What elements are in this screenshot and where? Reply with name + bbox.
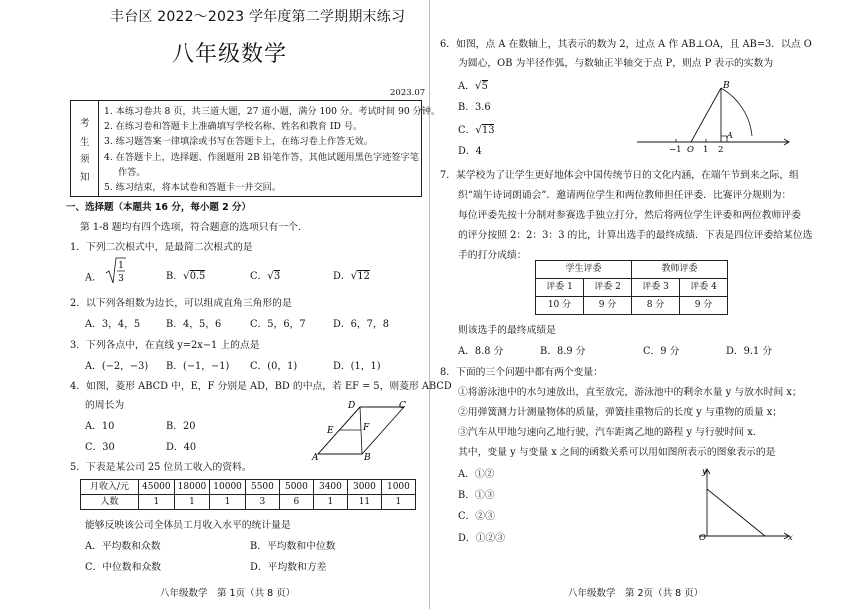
q6-stem-line2: 为圆心，OB 为半径作弧，与数轴正半轴交于点 P，则点 P 表示的实数为 — [458, 58, 774, 69]
q8-item-1: ①将游泳池中的水匀速放出，直至放完，游泳池中的剩余水量 y 与放水时间 x； — [458, 387, 802, 398]
q6-option-a: A．√5 — [458, 80, 488, 92]
q5-income-table — [80, 479, 416, 510]
q8-option-c: C．②③ — [458, 511, 495, 522]
table-row: 月收入/元 45000 18000 10000 5500 5000 3400 3000 1000 — [81, 480, 416, 495]
q7-option-d: D．9.1 分 — [726, 346, 773, 357]
svg-text:A: A — [312, 453, 319, 460]
q4-stem-line1: 4．如图，菱形 ABCD 中，E，F 分别是 AD，BD 的中点，若 EF = 5，则菱形 ABCD — [70, 381, 452, 392]
q8-stem: 8．下面的三个问题中都有两个变量： — [440, 367, 603, 378]
q3-stem: 3．下列各点中，在直线 y=2x−1 上的点是 — [70, 340, 260, 351]
svg-text:O: O — [699, 533, 706, 542]
q7-score-table — [535, 260, 728, 315]
svg-text:C: C — [399, 401, 406, 411]
notice-box — [70, 100, 441, 197]
notice-item: 5. 练习结束，将本试卷和答题卡一并交回。 — [104, 182, 282, 194]
q3-option-c: C．(0，1) — [250, 361, 298, 372]
q5-ask: 能够反映该公司全体员工月收入水平的统计量是 — [85, 520, 291, 531]
svg-text:D: D — [348, 401, 356, 411]
q2-stem: 2．以下列各组数为边长，可以组成直角三角形的是 — [70, 298, 292, 309]
q5-option-c: C．中位数和众数 — [85, 562, 162, 573]
q7-stem-line3: 每位评委先按十分制对参赛选手独立打分，然后将两位学生评委和两位教师评委 — [458, 210, 801, 221]
q8-option-d: D．①②③ — [458, 533, 506, 544]
svg-text:B: B — [723, 81, 730, 91]
q1-stem: 1．下列二次根式中，是最简二次根式的是 — [70, 242, 253, 253]
notice-item: 3. 练习题答案一律填涂或书写在答题卡上，在练习卷上作答无效。 — [104, 136, 373, 148]
q8-option-a: A．①② — [458, 469, 495, 480]
q3-option-b: B．(−1，−1) — [166, 361, 230, 372]
function-graph-figure — [695, 466, 795, 542]
exam-date: 2023.07 — [390, 88, 426, 98]
q5-option-b: B．平均数和中位数 — [250, 541, 336, 552]
notice-item: 1. 本练习卷共 8 页，共三道大题，27 道小题，满分 100 分。考试时间 90 分钟。 — [104, 106, 441, 117]
q2-option-c: C．5，6，7 — [250, 319, 306, 330]
q7-stem-line1: 7．某学校为了让学生更好地体会中国传统节日的文化内涵，在端午节到来之际，组 — [440, 170, 799, 181]
notice-item: 2. 在练习卷和答题卡上准确填写学校名称、姓名和教育 ID 号。 — [104, 121, 363, 133]
q8-item-3: ③汽车从甲地匀速向乙地行驶，汽车距离乙地的路程 y 与行驶时间 x. — [458, 427, 756, 438]
q5-option-a: A．平均数和众数 — [85, 541, 161, 552]
q3-option-a: A．(−2，−3) — [85, 361, 149, 372]
exam-title: 丰台区 2022～2023 学年度第二学期期末练习 — [110, 9, 406, 25]
q6-option-b: B．3.6 — [458, 102, 491, 113]
svg-text:E: E — [327, 426, 334, 436]
svg-text:x: x — [788, 533, 793, 542]
q2-option-a: A．3，4，5 — [85, 319, 141, 330]
q7-option-c: C．9 分 — [643, 346, 680, 357]
q6-stem-line1: 6．如图，点 A 在数轴上，其表示的数为 2，过点 A 作 AB⊥OA，且 AB=3．以点 O — [440, 39, 812, 50]
notice-item: 4. 在答题卡上，选择题、作图题用 2B 铅笔作答，其他试题用黑色字迹签字笔 — [104, 151, 419, 163]
svg-text:B: B — [364, 453, 371, 460]
sqrt-one-third — [105, 256, 127, 286]
q6-option-c: C．√13 — [458, 124, 495, 136]
q5-option-d: D．平均数和方差 — [250, 562, 327, 573]
q7-stem-line4: 的评分按照 2：2：3：3 的比，计算出选手的最终成绩．下表是四位评委给某位选 — [458, 230, 813, 241]
section1-title: 一、选择题（本题共 16 分，每小题 2 分） — [66, 202, 252, 213]
q1-option-c: C．√3 — [250, 270, 281, 282]
table-row: 人数 1 1 1 3 6 1 11 1 — [81, 495, 416, 510]
q4-option-d: D．40 — [166, 442, 197, 453]
rhombus-figure — [308, 398, 416, 460]
q1-option-a: A． 1 3 — [85, 270, 127, 286]
q4-option-c: C．30 — [85, 442, 115, 453]
table-row: 评委 1 评委 2 评委 3 评委 4 — [536, 279, 728, 297]
q7-ask: 则该选手的最终成绩是 — [458, 325, 556, 336]
svg-text:3: 3 — [118, 274, 124, 284]
q3-option-d: D．(1，1) — [333, 361, 381, 372]
q1-option-d: D．√12 — [333, 270, 370, 282]
q1-option-b: B．√0.5 — [166, 270, 206, 282]
q7-stem-line2: 织“端午诗词朗诵会”．邀请两位学生和两位教师担任评委．比赛评分规则为： — [458, 190, 792, 201]
svg-text:A: A — [727, 131, 733, 140]
number-line-figure — [633, 78, 793, 154]
svg-text:O: O — [687, 145, 694, 154]
svg-text:2: 2 — [718, 145, 724, 154]
notice-item: 作答。 — [118, 166, 146, 178]
q2-option-d: D．6，7，8 — [333, 319, 389, 330]
svg-text:−1: −1 — [669, 145, 682, 154]
footer-right: 八年级数学 第 2页（共 8 页） — [568, 588, 704, 599]
table-row: 10 分 9 分 8 分 9 分 — [536, 297, 728, 315]
svg-text:1: 1 — [118, 261, 124, 271]
q5-stem: 5．下表是某公司 25 位员工收入的资料。 — [70, 462, 252, 473]
subject-title: 八年级数学 — [172, 42, 288, 67]
q4-option-b: B．20 — [166, 421, 196, 432]
footer-left: 八年级数学 第 1页（共 8 页） — [160, 588, 296, 599]
q4-stem-line2: 的周长为 — [85, 400, 125, 411]
q6-option-d: D．4 — [458, 146, 482, 157]
section1-intro: 第 1-8 题均有四个选项，符合题意的选项只有一个. — [80, 222, 302, 233]
notice-list — [104, 104, 441, 195]
q8-item-2: ②用弹簧测力计测量物体的质量，弹簧挂重物后的长度 y 与重物的质量 x； — [458, 407, 783, 418]
q8-option-b: B．①③ — [458, 490, 495, 501]
q7-stem-line5: 手的打分成绩： — [458, 250, 527, 261]
q2-option-b: B．4，5，6 — [166, 319, 222, 330]
svg-text:1: 1 — [703, 145, 709, 154]
q7-option-a: A．8.8 分 — [458, 346, 504, 357]
notice-label: 考 生 须 知 — [71, 101, 99, 196]
q8-ask: 其中，变量 y 与变量 x 之间的函数关系可以用如图所表示的图象表示的是 — [458, 447, 776, 458]
svg-text:F: F — [363, 423, 370, 433]
svg-text:y: y — [702, 467, 707, 477]
q4-option-a: A．10 — [85, 421, 115, 432]
table-row: 学生评委 教师评委 — [536, 261, 728, 279]
q7-option-b: B．8.9 分 — [540, 346, 586, 357]
